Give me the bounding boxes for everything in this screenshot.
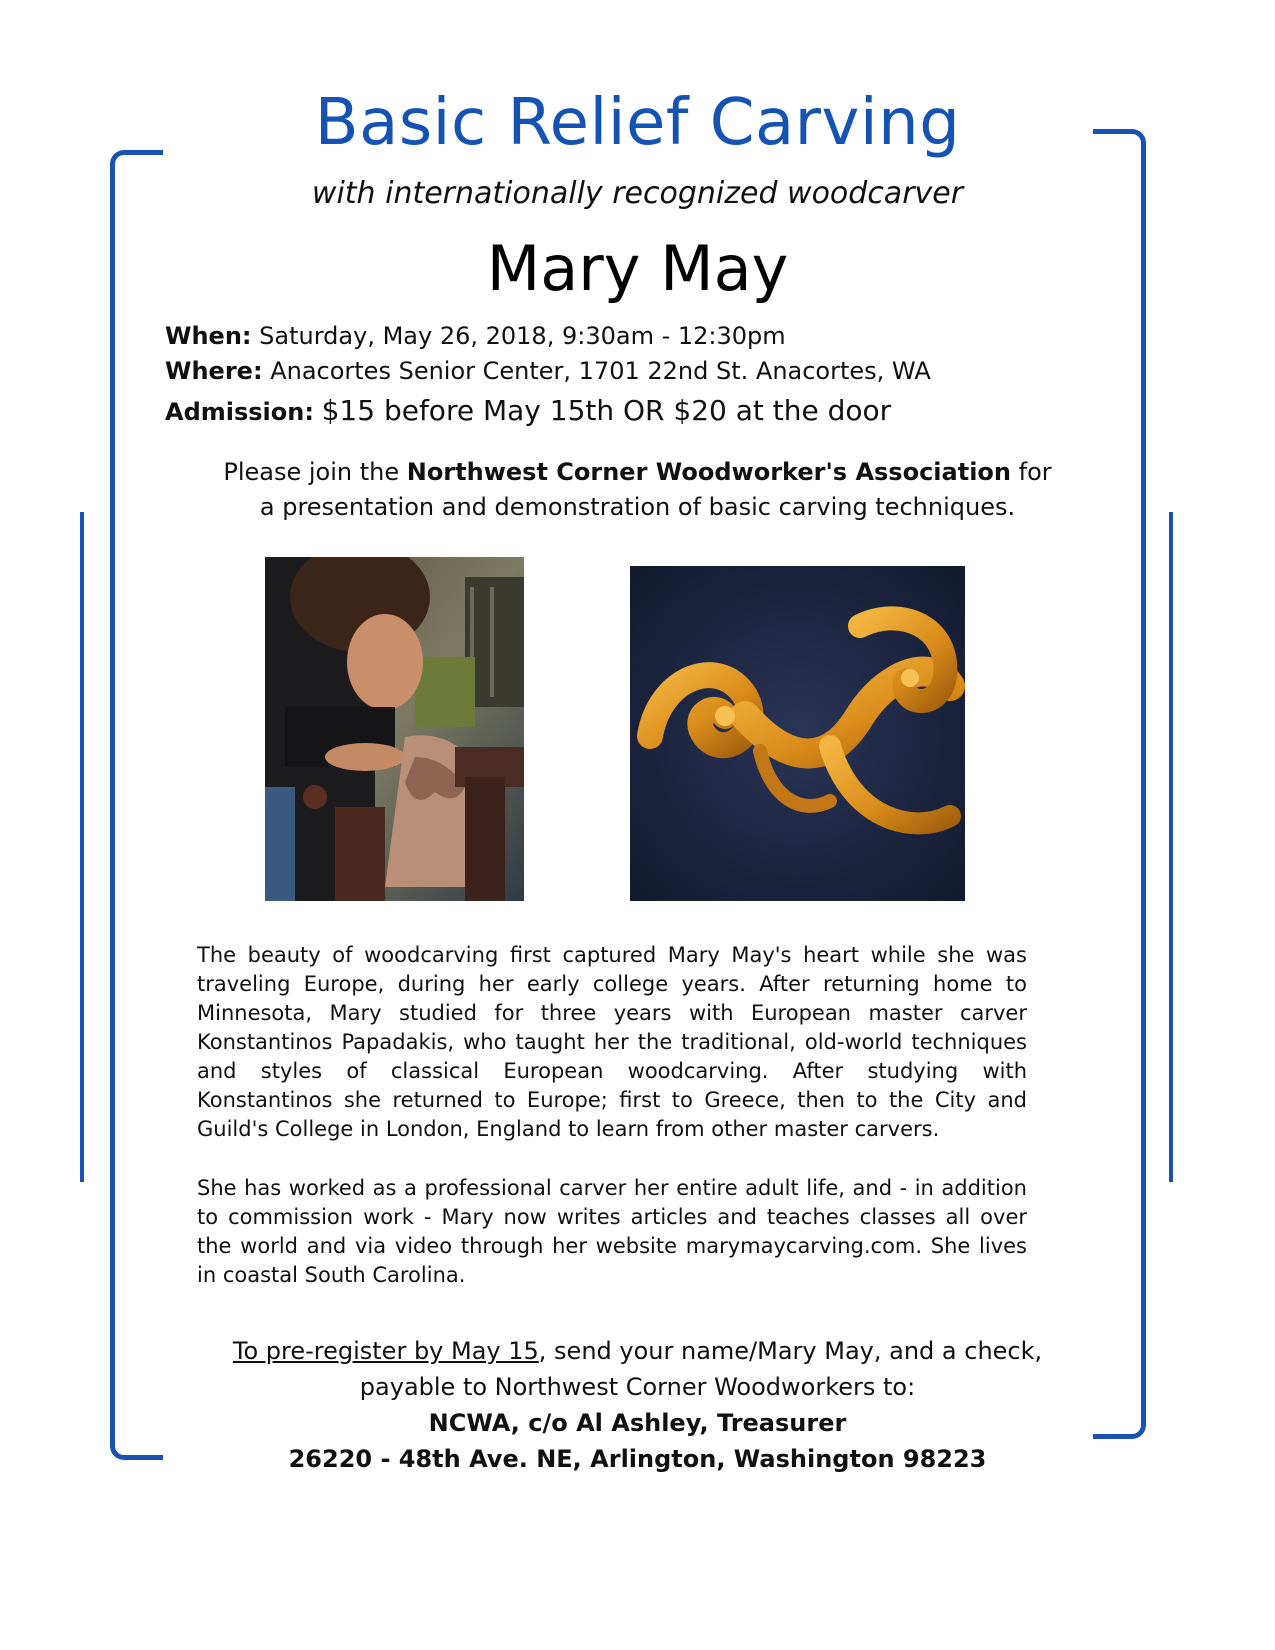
mailing-address: 26220 - 48th Ave. NE, Arlington, Washington 98223 xyxy=(288,1445,987,1473)
left-side-line xyxy=(80,512,84,1182)
payable-to: payable to Northwest Corner Woodworkers to: xyxy=(359,1373,916,1401)
invite-line2: a presentation and demonstration of basic carving techniques. xyxy=(259,493,1016,521)
right-bracket-decoration xyxy=(1093,129,1146,1439)
where-label: Where: xyxy=(165,357,263,385)
where-line xyxy=(165,357,931,385)
left-bracket-decoration xyxy=(110,150,163,1460)
bio-paragraph-2: She has worked as a professional carver her entire adult life, and - in addition to commission work - Mary now writes articles and teaches classes all over the world and via video through her website marymaycarving.com. She lives in coastal South Carolina. xyxy=(197,1176,1027,1287)
mailing-recipient: NCWA, c/o Al Ashley, Treasurer xyxy=(428,1409,847,1437)
admission-value: $15 before May 15th OR $20 at the door xyxy=(321,394,892,427)
admission-label: Admission: xyxy=(165,398,314,426)
when-label: When: xyxy=(165,322,252,350)
invitation-text xyxy=(180,455,1095,525)
invite-pre: Please join the xyxy=(223,458,407,486)
invite-post: for xyxy=(1011,458,1052,486)
instructor-name: Mary May xyxy=(486,232,789,305)
admission-line xyxy=(165,394,891,427)
carving-photo-illustration xyxy=(630,566,965,901)
invite-org: Northwest Corner Woodworker's Association xyxy=(406,458,1011,486)
preregister-deadline: To pre-register by May 15 xyxy=(232,1337,539,1365)
when-value: Saturday, May 26, 2018, 9:30am - 12:30pm xyxy=(259,322,786,350)
registration-info xyxy=(180,1333,1095,1477)
carver-photo-illustration xyxy=(265,557,524,901)
carver-photo xyxy=(265,557,524,901)
flyer-title: Basic Relief Carving xyxy=(314,86,961,160)
flyer-subtitle: with internationally recognized woodcarver xyxy=(311,176,964,211)
where-value: Anacortes Senior Center, 1701 22nd St. Anacortes, WA xyxy=(270,357,931,385)
carving-photo xyxy=(630,566,965,901)
right-side-line xyxy=(1169,512,1173,1182)
bio-paragraph-1: The beauty of woodcarving first captured Mary May's heart while she was traveling Europe, during her early college years. After returning home to Minnesota, Mary studied for three years with European master carver Konstantinos Papadakis, who taught her the traditional, old-world techniques and styles of classical European woodcarving. After studying with Konstantinos she returned to Europe; first to Greece, then to the City and Guild's College in London, England to learn from other master carvers. xyxy=(197,943,1027,1141)
when-line xyxy=(165,322,786,350)
preregister-instructions: , send your name/Mary May, and a check, xyxy=(538,1337,1043,1365)
